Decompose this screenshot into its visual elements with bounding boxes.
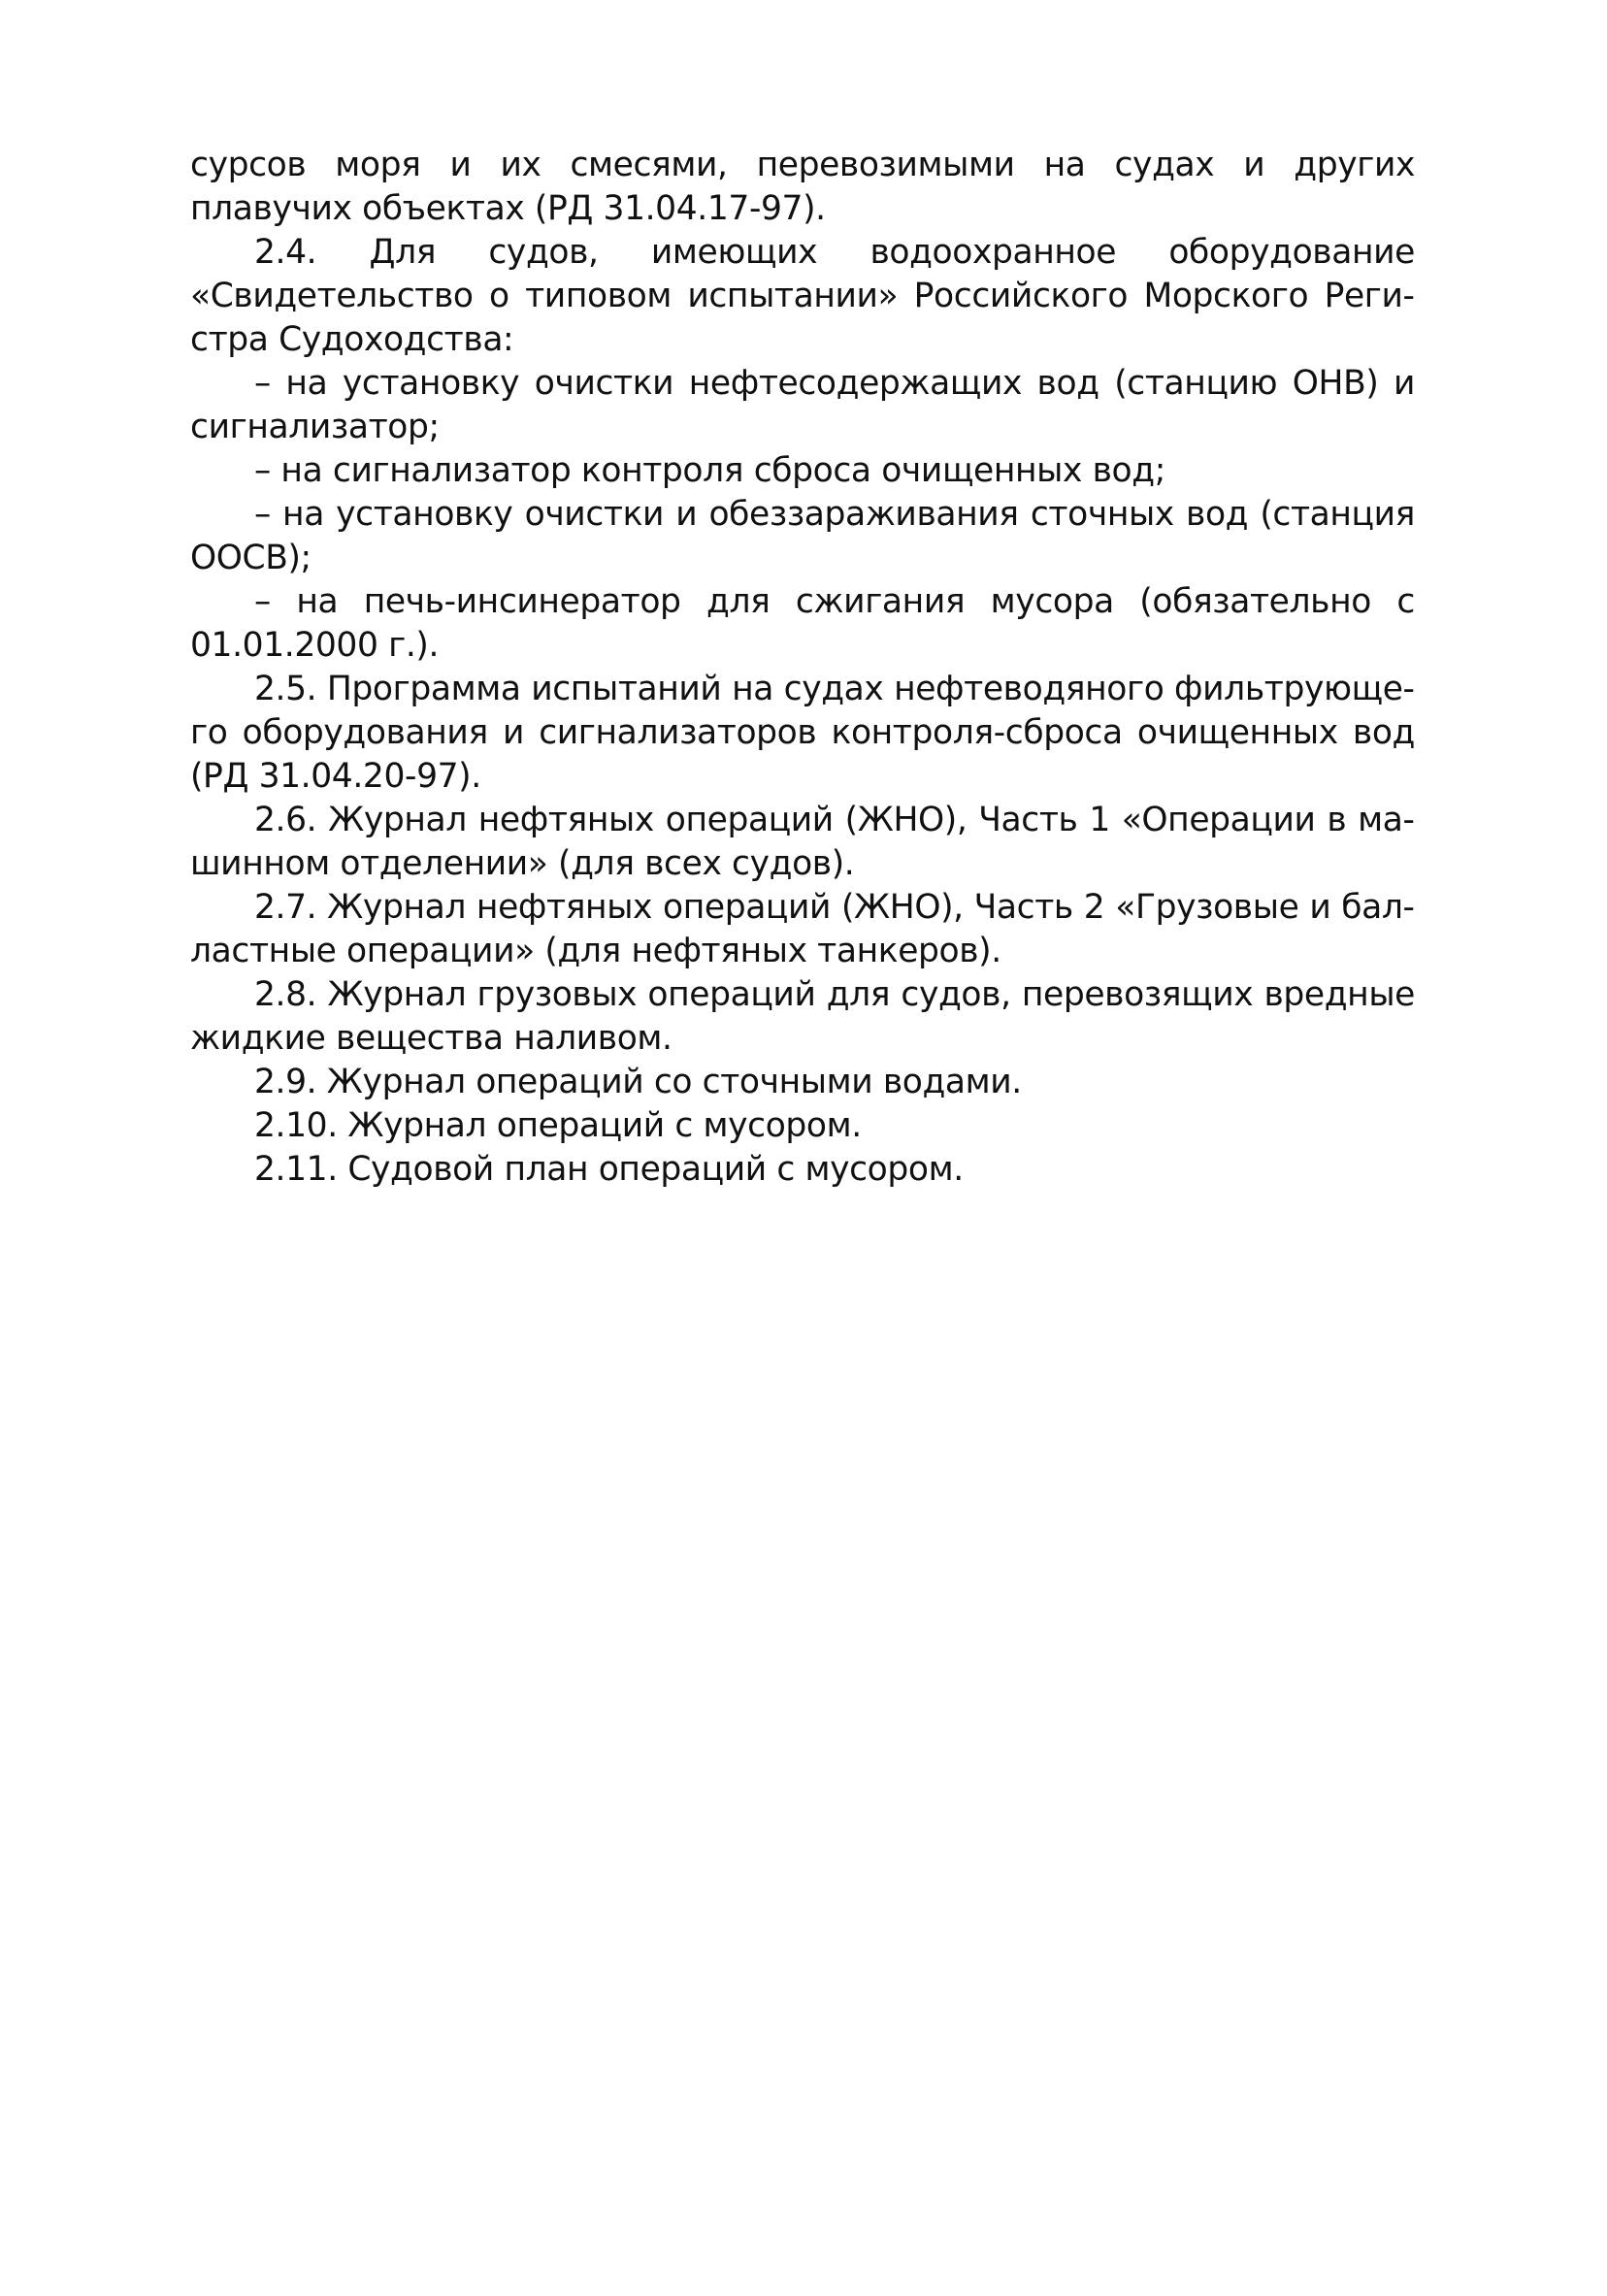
paragraph-2-6: 2.6. Журнал нефтяных операций (ЖНО), Часть 1 «Операции в машинном отделении» (для всех судов). [190, 801, 1415, 883]
paragraph-2-9: 2.9. Журнал операций со сточными водами. [254, 1063, 1022, 1101]
list-item-oosv: – на установку очистки и обеззараживания сточных вод (станция ООСВ); [190, 495, 1415, 577]
paragraph-2-8: 2.8. Журнал грузовых операций для судов, перевозящих вредные жидкие вещества наливом. [190, 975, 1415, 1058]
paragraph-2-4: 2.4. Для судов, имеющих водоохранное оборудование «Свидетельство о типовом испытании» Российского Морского Регистра Судоходства: [190, 233, 1415, 359]
list-item-signalizer: – на сигнализатор контроля сброса очищенных вод; [254, 451, 1165, 490]
paragraph-2-10: 2.10. Журнал операций с мусором. [254, 1106, 862, 1145]
document-page [190, 144, 1415, 1192]
list-item-incinerator: – на печь-инсинератор для сжигания мусора (обязательно с 01.01.2000 г.). [190, 582, 1415, 665]
list-item-onv: – на установку очистки нефтесодержащих вод (станцию ОНВ) и сигнализатор; [190, 364, 1415, 446]
paragraph-2-7: 2.7. Журнал нефтяных операций (ЖНО), Часть 2 «Грузовые и балластные операции» (для нефтяных танкеров). [190, 888, 1415, 970]
paragraph-2-11: 2.11. Судовой план операций с мусором. [254, 1150, 964, 1189]
paragraph-2-5: 2.5. Программа испытаний на судах нефтеводяного фильтрующего оборудования и сигнализаторов контроля-сброса очищенных вод (РД 31.04.20-97). [190, 670, 1415, 796]
paragraph-continuation: сурсов моря и их смесями, перевозимыми на судах и других плавучих объектах (РД 31.04.17-97). [190, 146, 1415, 228]
